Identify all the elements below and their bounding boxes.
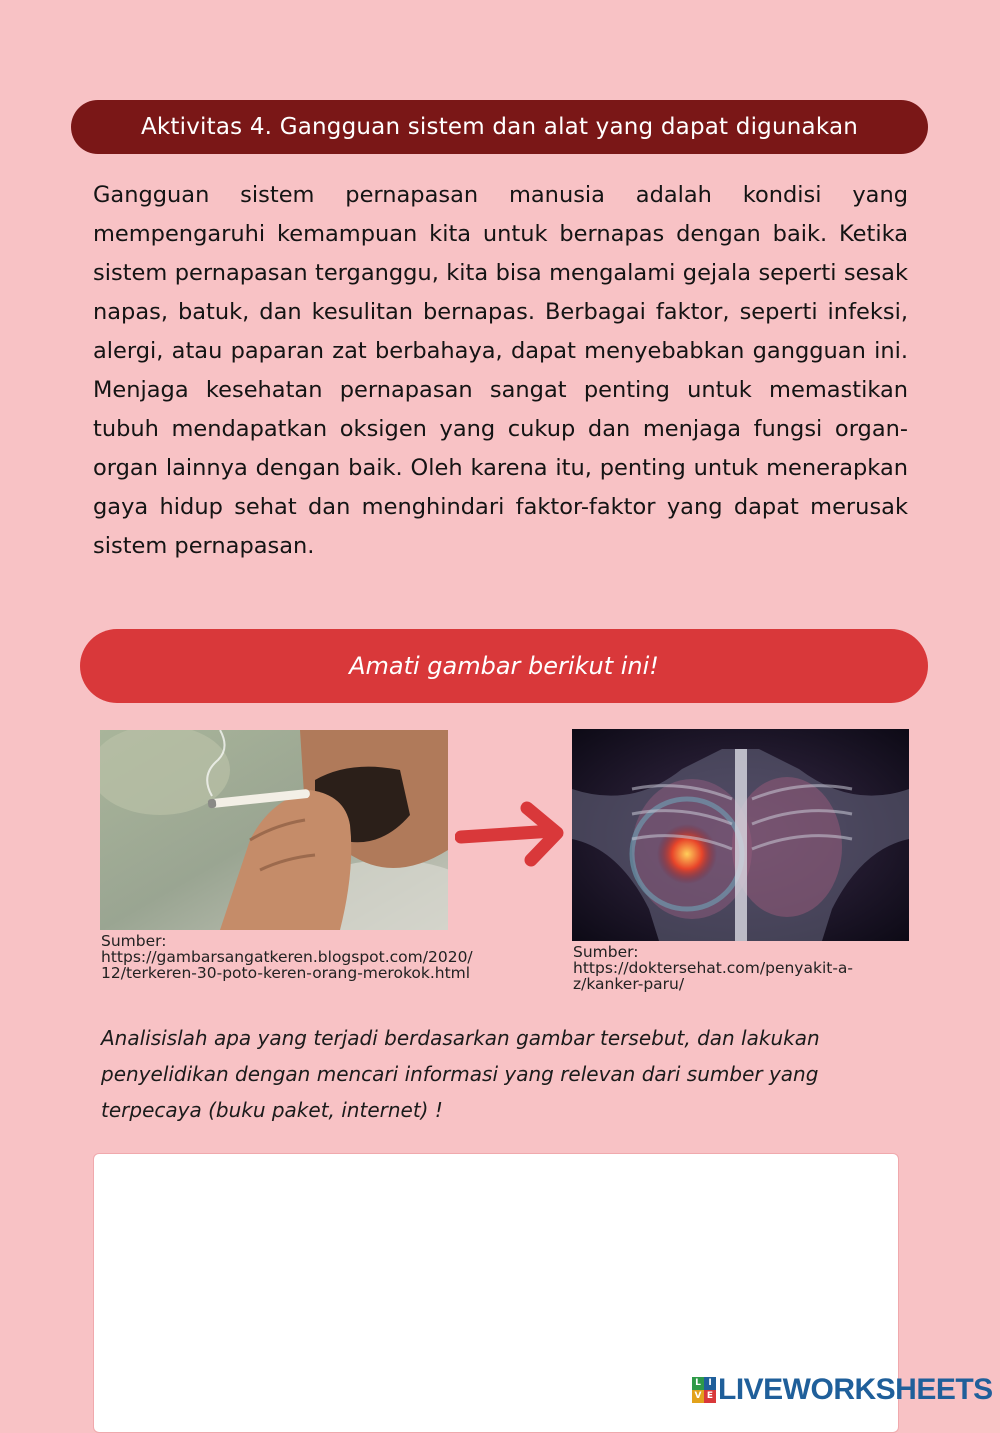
left-source-label: Sumber: xyxy=(101,932,167,950)
left-source-url-line1: https://gambarsangatkeren.blogspot.com/2020/ xyxy=(101,948,473,966)
intro-paragraph: Gangguan sistem pernapasan manusia adalah kondisi yang mempengaruhi kemampuan kita untuk bernapas dengan baik. Ketika sistem pernapasan terganggu, kita bisa mengalami gejala seperti sesak napas, batuk, dan kesulitan bernapas. Berbagai faktor, seperti infeksi, alergi, atau paparan zat berbahaya, dapat menyebabkan gangguan ini. Menjaga kesehatan pernapasan sangat penting untuk memastikan tubuh mendapatkan oksigen yang cukup dan menjaga fungsi organ-organ lainnya dengan baik. Oleh karena itu, penting untuk menerapkan gaya hidup sehat dan menghindari faktor-faktor yang dapat merusak sistem pernapasan. xyxy=(93,182,908,559)
brand-name: LIVEWORKSHEETS xyxy=(718,1373,993,1406)
liveworksheets-mark-icon: L I V E xyxy=(692,1377,716,1403)
left-source-url-line2: 12/terkeren-30-poto-keren-orang-merokok.html xyxy=(101,964,471,982)
left-image-source xyxy=(101,933,531,981)
observe-banner: Amati gambar berikut ini! xyxy=(80,629,928,703)
right-source-label: Sumber: xyxy=(573,943,639,961)
right-image-source xyxy=(573,944,903,992)
lungs-cancer-photo xyxy=(572,729,909,941)
right-source-url-line1: https://doktersehat.com/penyakit-a- xyxy=(573,959,854,977)
smoking-photo xyxy=(100,730,448,930)
liveworksheets-logo xyxy=(692,1372,993,1408)
activity-title: Aktivitas 4. Gangguan sistem dan alat yang dapat digunakan xyxy=(71,100,928,154)
right-source-url-line2: z/kanker-paru/ xyxy=(573,975,685,993)
task-instruction: Analisislah apa yang terjadi berdasarkan gambar tersebut, dan lakukan penyelidikan dengan mencari informasi yang relevan dari sumber yang terpecaya (buku paket, internet) ! xyxy=(101,1026,820,1122)
arrow-right-icon xyxy=(455,800,570,870)
